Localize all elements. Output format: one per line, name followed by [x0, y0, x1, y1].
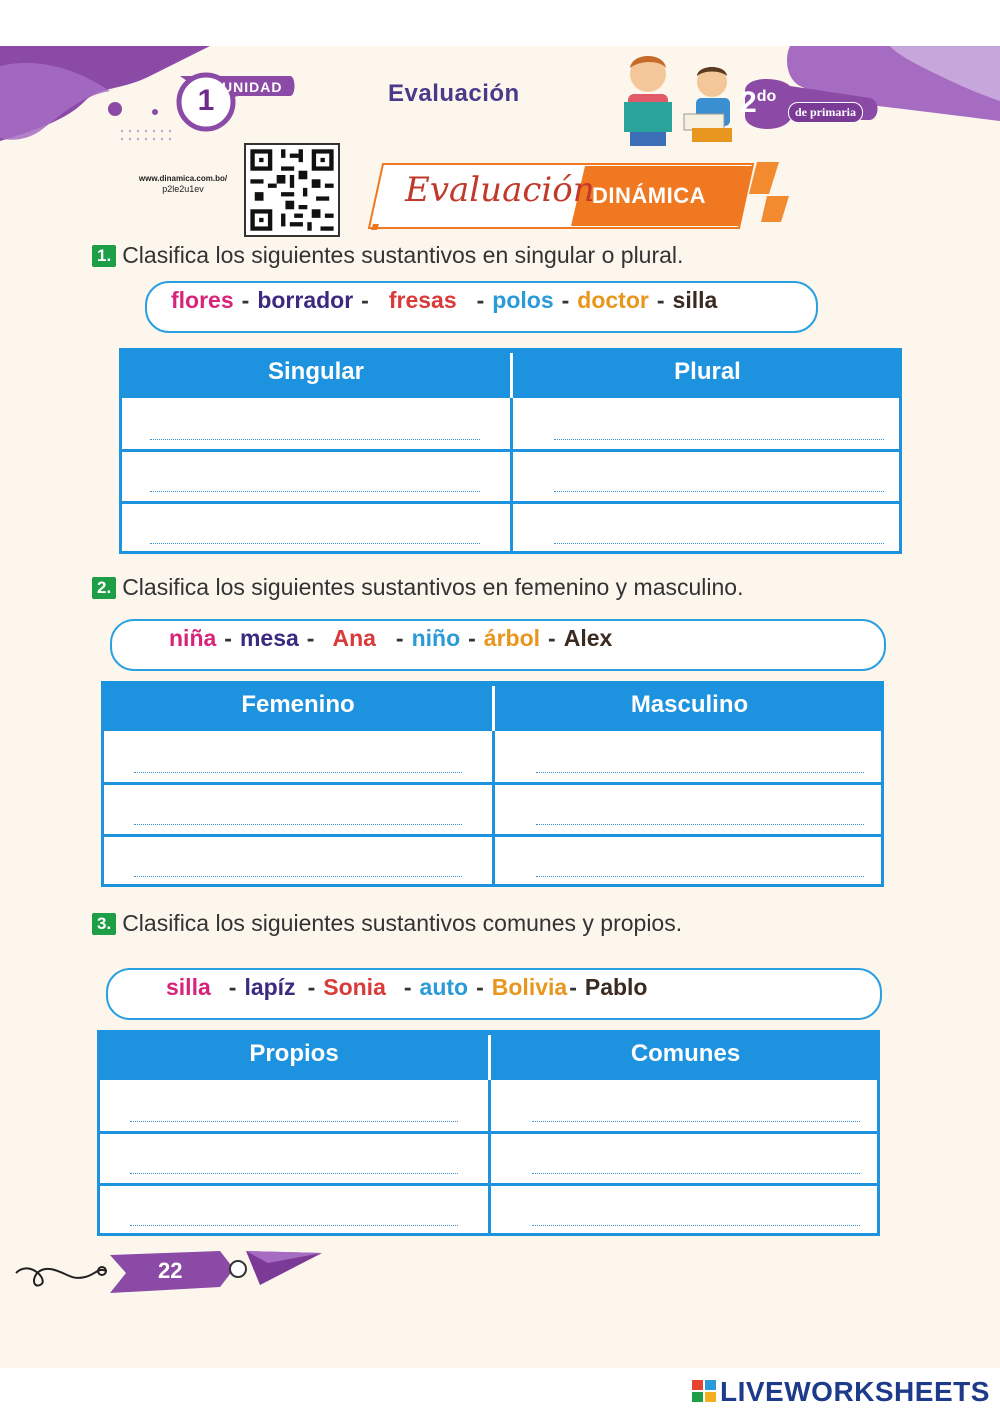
column-header-singular: Singular — [267, 358, 364, 385]
liveworksheets-logo-icon — [692, 1380, 718, 1404]
question-2 — [92, 574, 744, 601]
answer-line — [150, 543, 480, 544]
column-header-femenino: Femenino — [241, 691, 355, 718]
question-1 — [92, 242, 683, 269]
separator: - — [656, 287, 665, 313]
answer-line — [130, 1121, 458, 1122]
column-header-comunes: Comunes — [630, 1040, 741, 1067]
separator: - — [476, 287, 485, 313]
question-text: Clasifica los siguientes sustantivos en femenino y masculino. — [122, 574, 744, 600]
word-item: Ana — [332, 625, 376, 651]
separator: - — [241, 287, 250, 313]
unit-number: 1 — [197, 84, 215, 117]
answer-line — [150, 491, 480, 492]
word-item: fresas — [388, 287, 457, 313]
word-bank-2 — [110, 619, 886, 671]
answer-line — [536, 824, 864, 825]
column-header-plural: Plural — [674, 358, 741, 385]
separator: - — [228, 974, 237, 1000]
word-item: polos — [492, 287, 554, 313]
word-item: doctor — [577, 287, 649, 313]
separator: - — [548, 625, 556, 651]
question-number: 1. — [92, 245, 116, 267]
word-item: árbol — [483, 625, 541, 651]
answer-line — [130, 1225, 458, 1226]
worksheet-page — [0, 46, 1000, 1368]
word-item: flores — [171, 287, 234, 313]
grade-suffix: do — [756, 88, 777, 105]
separator: - — [395, 625, 404, 651]
answer-line — [134, 772, 462, 773]
separator: - — [403, 974, 412, 1000]
word-item: Alex — [563, 625, 613, 651]
word-list — [169, 625, 612, 652]
answer-line — [532, 1121, 860, 1122]
banner-dinamica: DINÁMICA — [592, 183, 706, 208]
unit-label: UNIDAD — [222, 79, 283, 95]
separator: - — [306, 625, 315, 651]
question-3 — [92, 910, 682, 937]
grade-subtitle: de primaria — [788, 102, 863, 123]
page-number: 22 — [158, 1258, 183, 1283]
question-number: 3. — [92, 913, 116, 935]
separator: - — [307, 974, 316, 1000]
answer-line — [554, 543, 884, 544]
answer-line — [536, 876, 864, 877]
table-singular-plural — [119, 348, 902, 554]
word-item: Bolivia — [491, 974, 568, 1000]
answer-line — [134, 876, 462, 877]
word-item: borrador — [257, 287, 354, 313]
separator: - — [569, 974, 577, 1000]
separator: - — [561, 287, 570, 313]
resource-url — [128, 173, 238, 195]
column-header-masculino: Masculino — [630, 691, 749, 718]
word-item: niño — [411, 625, 461, 651]
table-femenino-masculino — [101, 681, 884, 887]
answer-line — [532, 1173, 860, 1174]
word-list — [171, 287, 717, 314]
url-line-1: www.dinamica.com.bo/ — [138, 174, 228, 183]
answer-line — [130, 1173, 458, 1174]
word-bank-3 — [106, 968, 882, 1020]
question-text: Clasifica los siguientes sustantivos comunes y propios. — [122, 910, 683, 936]
word-bank-1 — [145, 281, 818, 333]
word-item: Sonia — [323, 974, 386, 1000]
page-title: Evaluación — [388, 80, 520, 107]
grade-badge — [740, 86, 776, 120]
kids-reading-illustration — [624, 56, 732, 146]
separator: - — [361, 287, 369, 313]
answer-line — [134, 824, 462, 825]
qr-code — [244, 143, 340, 237]
word-item: silla — [166, 974, 211, 1000]
word-item: lapíz — [244, 974, 296, 1000]
url-line-2: p2le2u1ev — [162, 184, 204, 194]
word-item: Pablo — [584, 974, 648, 1000]
table-propios-comunes — [97, 1030, 880, 1236]
word-item: auto — [419, 974, 469, 1000]
separator: - — [476, 974, 484, 1000]
grade-number: 2 — [740, 86, 757, 119]
question-text: Clasifica los siguientes sustantivos en singular o plural. — [122, 242, 684, 268]
answer-line — [554, 491, 884, 492]
answer-line — [554, 439, 884, 440]
answer-line — [532, 1225, 860, 1226]
word-item: silla — [672, 287, 718, 313]
word-item: mesa — [239, 625, 299, 651]
answer-line — [536, 772, 864, 773]
column-header-propios: Propios — [249, 1040, 339, 1067]
liveworksheets-brand: LIVEWORKSHEETS — [720, 1376, 990, 1407]
separator: - — [224, 625, 232, 651]
word-list — [166, 974, 647, 1001]
word-item: niña — [169, 625, 217, 651]
banner-evaluacion: Evaluación — [405, 170, 595, 210]
answer-line — [150, 439, 480, 440]
question-number: 2. — [92, 577, 116, 599]
separator: - — [468, 625, 476, 651]
